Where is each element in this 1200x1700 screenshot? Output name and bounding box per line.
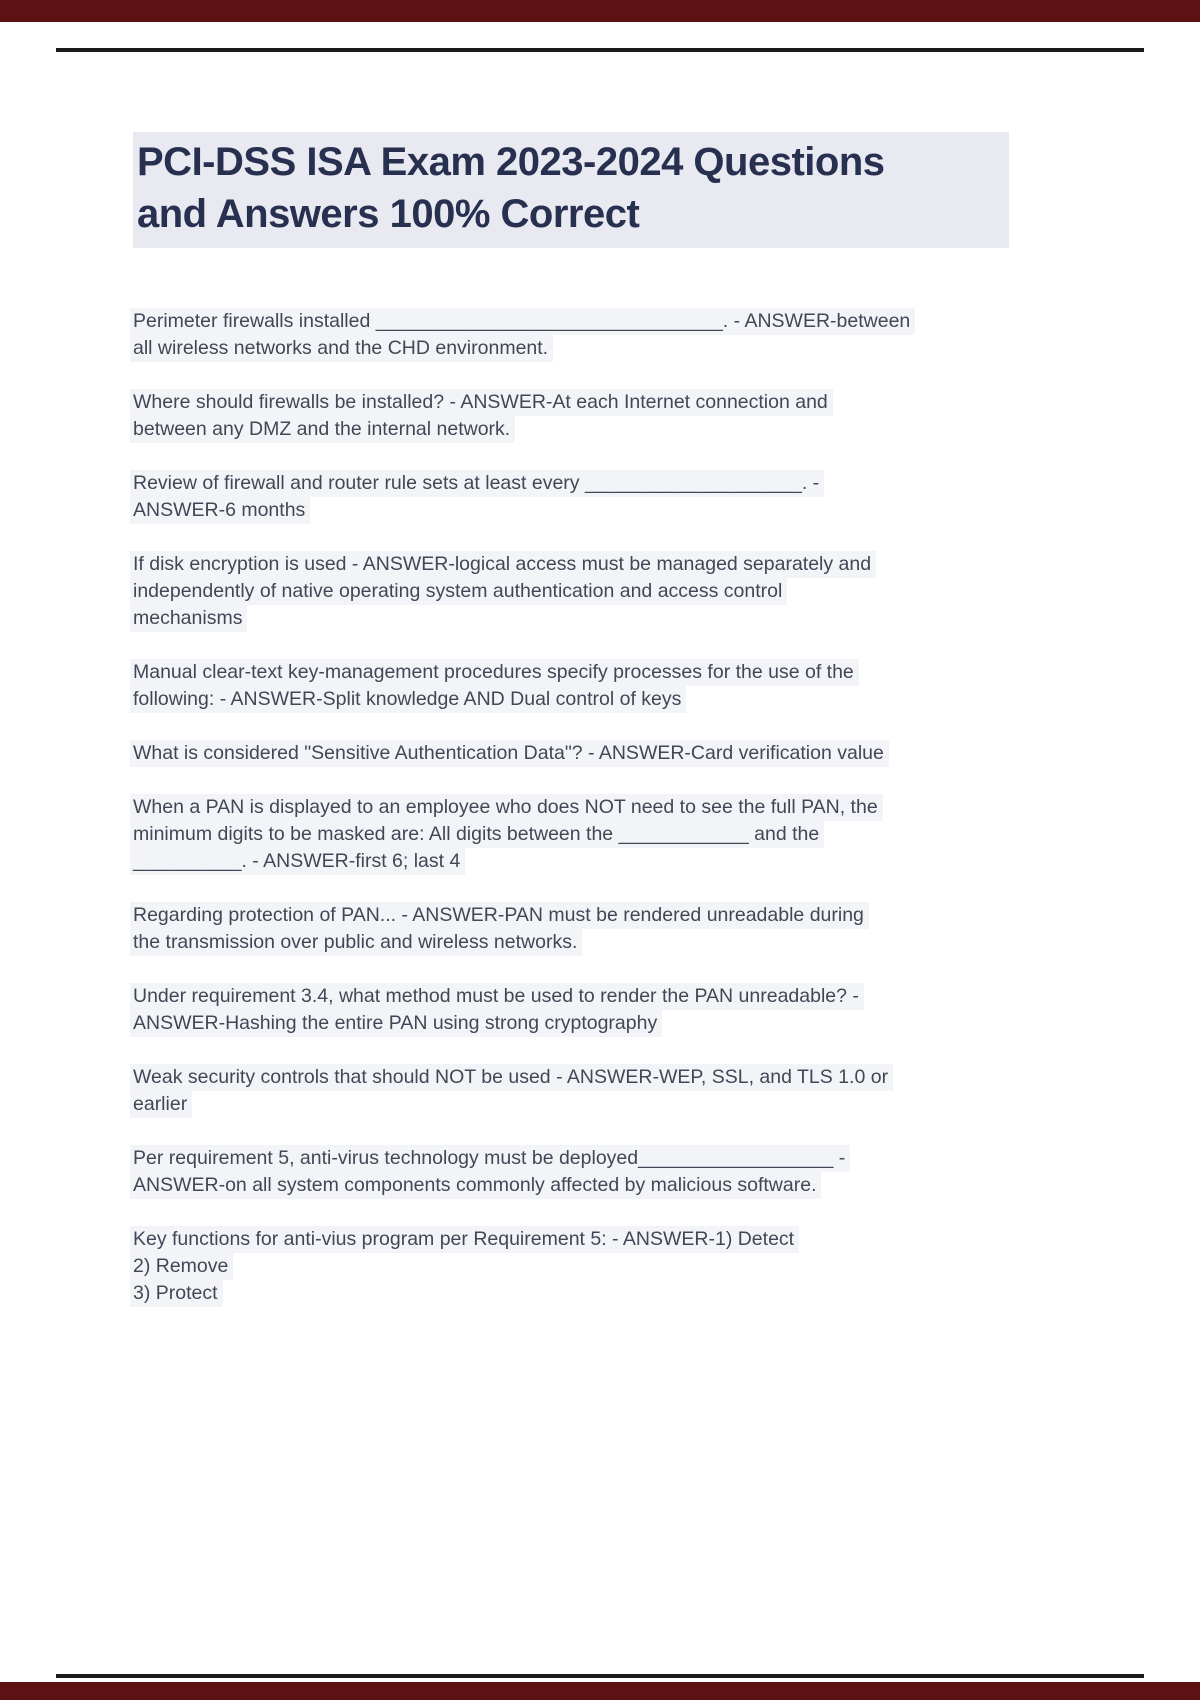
document-title-block <box>133 132 1009 248</box>
qa-line: the transmission over public and wireless networks. <box>130 929 582 956</box>
qa-paragraph-7 <box>133 794 1078 875</box>
qa-line: ANSWER-on all system components commonly affected by malicious software. <box>130 1172 821 1199</box>
qa-line: If disk encryption is used - ANSWER-logical access must be managed separately and <box>130 551 876 578</box>
top-accent-bar <box>0 0 1200 22</box>
qa-line: ANSWER-Hashing the entire PAN using strong cryptography <box>130 1010 662 1037</box>
qa-paragraph-1 <box>133 308 1078 362</box>
qa-line: earlier <box>130 1091 192 1118</box>
qa-line: Regarding protection of PAN... - ANSWER-PAN must be rendered unreadable during <box>130 902 869 929</box>
qa-line: minimum digits to be masked are: All digits between the ____________ and the <box>130 821 824 848</box>
qa-paragraph-3 <box>133 470 1078 524</box>
qa-line: Key functions for anti-vius program per Requirement 5: - ANSWER-1) Detect <box>130 1226 799 1253</box>
qa-line: Per requirement 5, anti-virus technology must be deployed__________________ - <box>130 1145 850 1172</box>
qa-paragraph-9 <box>133 983 1078 1037</box>
qa-line: When a PAN is displayed to an employee who does NOT need to see the full PAN, the <box>130 794 883 821</box>
qa-line: What is considered "Sensitive Authentication Data"? - ANSWER-Card verification value <box>130 740 889 767</box>
qa-content <box>133 308 1078 1334</box>
qa-paragraph-10 <box>133 1064 1078 1118</box>
qa-line: all wireless networks and the CHD environment. <box>130 335 553 362</box>
document-title-line-1: PCI-DSS ISA Exam 2023-2024 Questions <box>137 140 885 184</box>
qa-line: independently of native operating system authentication and access control <box>130 578 787 605</box>
qa-line: Weak security controls that should NOT be used - ANSWER-WEP, SSL, and TLS 1.0 or <box>130 1064 893 1091</box>
qa-line: 3) Protect <box>130 1280 223 1307</box>
qa-line: ANSWER-6 months <box>130 497 310 524</box>
qa-line: Perimeter firewalls installed ________________________________. - ANSWER-between <box>130 308 915 335</box>
bottom-horizontal-rule <box>56 1674 1144 1678</box>
top-horizontal-rule <box>56 48 1144 52</box>
qa-line: mechanisms <box>130 605 247 632</box>
qa-line: __________. - ANSWER-first 6; last 4 <box>130 848 465 875</box>
qa-paragraph-12 <box>133 1226 1078 1307</box>
qa-line: Where should firewalls be installed? - ANSWER-At each Internet connection and <box>130 389 833 416</box>
qa-line: Under requirement 3.4, what method must be used to render the PAN unreadable? - <box>130 983 864 1010</box>
qa-paragraph-11 <box>133 1145 1078 1199</box>
document-title-line-2: and Answers 100% Correct <box>137 192 640 236</box>
qa-paragraph-4 <box>133 551 1078 632</box>
qa-line: between any DMZ and the internal network. <box>130 416 515 443</box>
qa-paragraph-5 <box>133 659 1078 713</box>
qa-paragraph-2 <box>133 389 1078 443</box>
qa-line: Manual clear-text key-management procedures specify processes for the use of the <box>130 659 859 686</box>
bottom-accent-bar <box>0 1682 1200 1700</box>
qa-line: following: - ANSWER-Split knowledge AND Dual control of keys <box>130 686 686 713</box>
qa-line: Review of firewall and router rule sets at least every ____________________. - <box>130 470 824 497</box>
qa-paragraph-6 <box>133 740 1078 767</box>
qa-line: 2) Remove <box>130 1253 233 1280</box>
qa-paragraph-8 <box>133 902 1078 956</box>
